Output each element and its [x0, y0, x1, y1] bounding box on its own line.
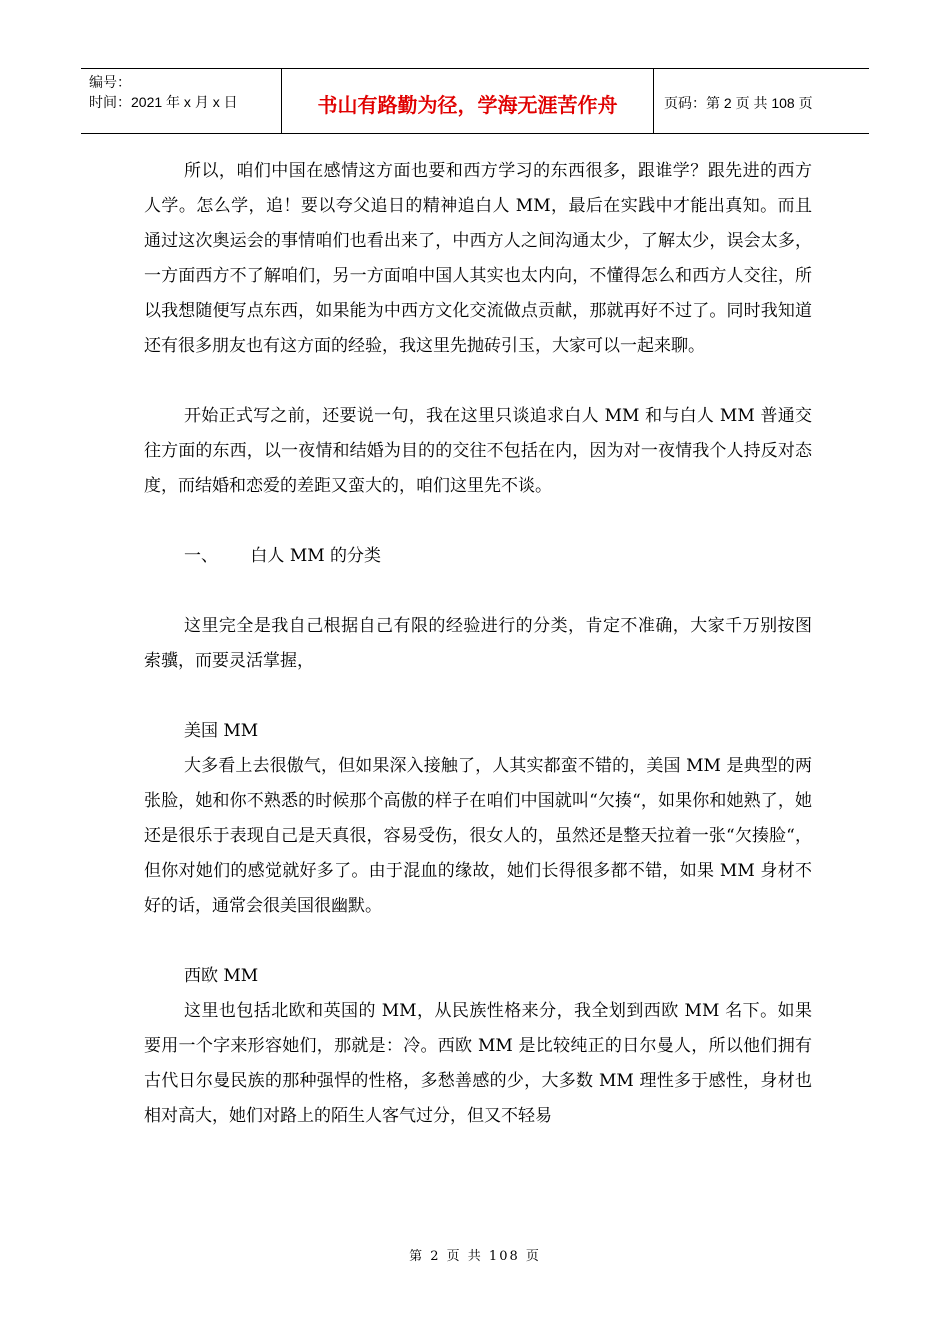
subsection-title-west-europe: 西欧 MM — [184, 966, 259, 986]
document-body — [144, 154, 812, 1134]
subsection-title-us: 美国 MM — [184, 721, 259, 741]
header-page-cell — [654, 69, 869, 133]
header-page-info: 页码：第 2 页 共 108 页 — [664, 95, 813, 111]
subsection-text-us: 大多看上去很傲气，但如果深入接触了，人其实都蛮不错的，美国 MM 是典型的两张脸，她和你不熟悉的时候那个高傲的样子在咱们中国就叫“欠揍“，如果你和她熟了，她还是很乐于表现自己是天真很，容易受伤，很女人的，虽然还是整天拉着一张“欠揍脸“，但你对她们的感觉就好多了。由于混血的缘故，她们长得很多都不错，如果 MM 身材不好的话，通常会很美国很幽默。 — [144, 756, 812, 916]
paragraph-intro: 所以，咱们中国在感情这方面也要和西方学习的东西很多，跟谁学？跟先进的西方人学。怎么学，追！要以夸父追日的精神追白人 MM，最后在实践中才能出真知。而且通过这次奥运会的事情咱们也看出来了，中西方人之间沟通太少，了解太少，误会太多，一方面西方不了解咱们，另一方面咱中国人其实也太内向，不懂得怎么和西方人交往，所以我想随便写点东西，如果能为中西方文化交流做点贡献，那就再好不过了。同时我知道还有很多朋友也有这方面的经验，我这里先抛砖引玉，大家可以一起来聊。 — [144, 161, 812, 356]
header-meta-cell — [81, 69, 282, 133]
header-date: 时间：2021 年 x 月 x 日 — [89, 94, 238, 110]
paragraph-gap — [144, 364, 812, 399]
header-motto-cell — [282, 69, 654, 133]
paragraph-gap — [144, 504, 812, 539]
paragraph-gap — [144, 574, 812, 609]
page-footer — [0, 1245, 950, 1264]
paragraph-disclaimer: 这里完全是我自己根据自己有限的经验进行的分类，肯定不准确，大家千万别按图索骥，而要灵活掌握， — [144, 616, 812, 671]
section-heading: 一、 白人 MM 的分类 — [184, 546, 382, 566]
paragraph-gap — [144, 679, 812, 714]
footer-page-number: 第 2 页 共 108 页 — [409, 1249, 541, 1264]
document-header — [81, 68, 869, 134]
header-motto: 书山有路勤为径，学海无涯苦作舟 — [317, 92, 618, 117]
subsection-text-west-europe: 这里也包括北欧和英国的 MM，从民族性格来分，我全划到西欧 MM 名下。如果要用一个字来形容她们，那就是：冷。西欧 MM 是比较纯正的日尔曼人，所以他们拥有古代日尔曼民族的那种强悍的性格，多愁善感的少，大多数 MM 理性多于感性，身材也相对高大，她们对路上的陌生人客气过分，但又不轻易 — [144, 1001, 812, 1126]
paragraph-gap — [144, 924, 812, 959]
paragraph-scope: 开始正式写之前，还要说一句，我在这里只谈追求白人 MM 和与白人 MM 普通交往方面的东西，以一夜情和结婚为目的的交往不包括在内，因为对一夜情我个人持反对态度，而结婚和恋爱的差距又蛮大的，咱们这里先不谈。 — [144, 406, 812, 496]
header-number-label: 编号： — [89, 74, 131, 90]
